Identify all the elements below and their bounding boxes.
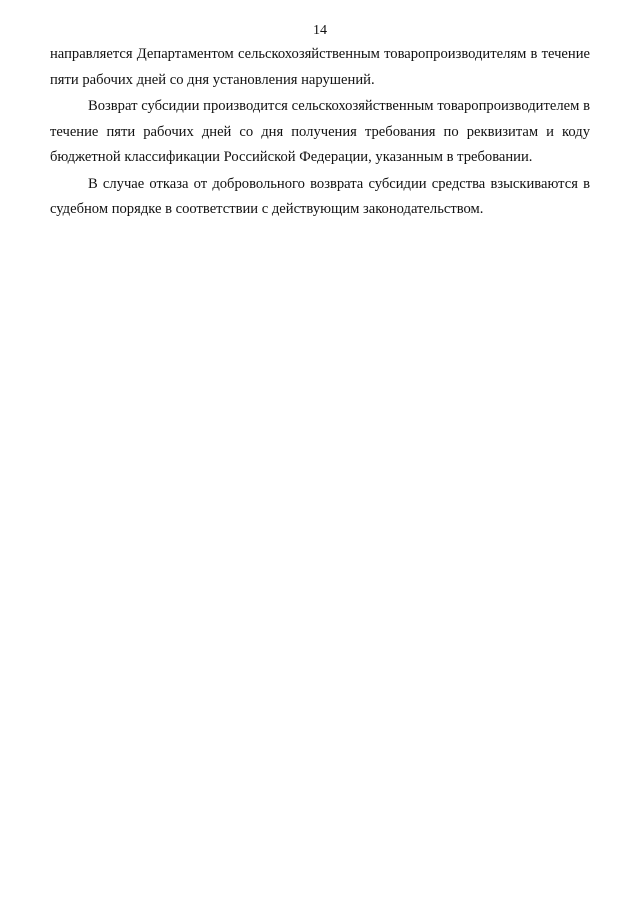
document-body [50,42,590,224]
paragraph-court-recovery: В случае отказа от добровольного возврата субсидии средства взыскиваются в судебном порядке в соответствии с действующим законодательством. [50,175,590,217]
page-number: 14 [313,23,327,38]
paragraph-subsidy-return: Возврат субсидии производится сельскохозяйственным товаропроизводителем в течение пяти рабочих дней со дня получения требования по реквизитам и коду бюджетной классификации Российской Федерации, указанным в требовании. [50,98,590,165]
paragraph-continuation: направляется Департаментом сельскохозяйственным товаропроизводителям в течение пяти рабочих дней со дня установления нарушений. [50,46,590,88]
